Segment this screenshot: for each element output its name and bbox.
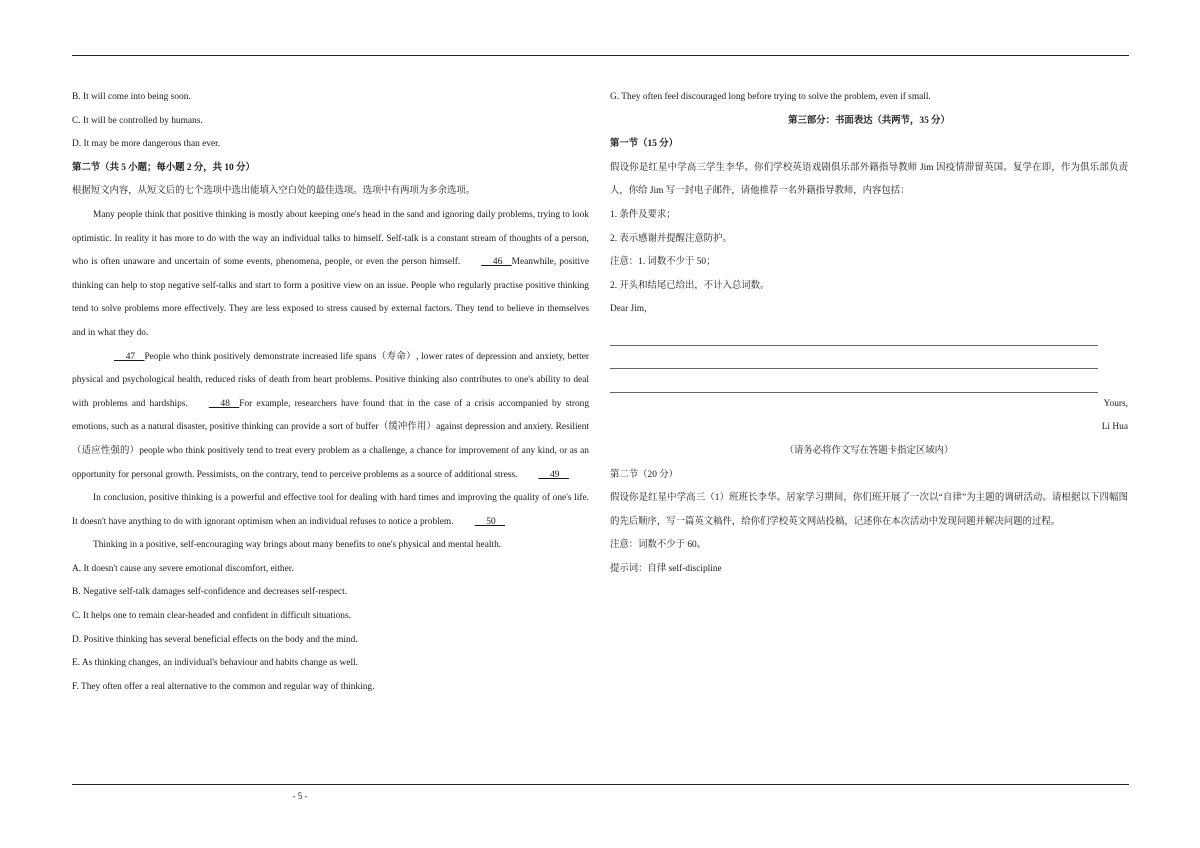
section1-heading: 第一节（15 分） <box>610 139 678 150</box>
section1-prompt: 假设你是红星中学高三学生李华。你们学校英语戏剧俱乐部外籍指导教师 Jim 因疫情滞留英国。复学在即，作为俱乐部负责人，你给 Jim 写一封电子邮件，请他推荐一名外籍指导教师，内容包括： <box>610 162 1128 197</box>
section2-heading: 第二节（20 分） <box>610 469 678 480</box>
letter-signature: Li Hua <box>1101 422 1128 433</box>
answer-sheet-reminder: （请务必将作文写在答题卡指定区域内） <box>784 445 954 456</box>
section2-note: 注意：词数不少于 60。 <box>610 540 707 551</box>
passage-paragraph-2: 47 People who think positively demonstrate increased life spans（寿命）, lower rates of depression and anxiety, better physical and psychological health, reduced risks of death from heart problems. Positive thinking also contributes to one's ability to deal with problems and hardships. 48 For example, researchers have found that in the case of a crisis accompanied by strong emotions, such as a natural disaster, positive thinking can provide a sort of buffer（缓冲作用）against depression and anxiety. Resilient（适应性强的）people who think positively tend to treat every problem as a challenge, a chance for improvement of any kind, or as an opportunity for personal growth. Pessimists, on the contrary, tend to perceive problems as a source of additional stress. 49 <box>72 346 589 488</box>
writing-line[interactable] <box>610 357 1098 369</box>
letter-closing: Yours, <box>1103 398 1128 409</box>
blank-50[interactable]: 50 <box>474 516 506 527</box>
blank-47[interactable]: 47 <box>114 351 145 362</box>
option-c: C. It helps one to remain clear-headed and confident in difficult situations. <box>72 611 351 622</box>
section2-heading: 第二节（共 5 小题；每小题 2 分，共 10 分） <box>72 162 255 173</box>
hint-words: 提示词：自律 self-discipline <box>610 563 722 574</box>
option-d: D. Positive thinking has several beneficial effects on the body and the mind. <box>72 634 358 645</box>
writing-line[interactable] <box>610 334 1098 346</box>
writing-line[interactable] <box>610 381 1098 393</box>
option-b: B. Negative self-talk damages self-confidence and decreases self-respect. <box>72 587 348 598</box>
right-column <box>610 86 1128 581</box>
option-d: D. It may be more dangerous than ever. <box>72 139 221 150</box>
option-c: C. It will be controlled by humans. <box>72 115 203 126</box>
option-g: G. They often feel discouraged long before trying to solve the problem, even if small. <box>610 92 931 102</box>
option-b: B. It will come into being soon. <box>72 92 191 102</box>
passage-paragraph-4: Thinking in a positive, self-encouraging way brings about many benefits to one's physical and mental health. <box>93 540 502 551</box>
letter-greeting: Dear Jim, <box>610 304 647 315</box>
option-a: A. It doesn't cause any severe emotional discomfort, either. <box>72 563 294 574</box>
option-e: E. As thinking changes, an individual's behaviour and habits change as well. <box>72 658 359 669</box>
section2-prompt: 假设你是红星中学高三（1）班班长李华。居家学习期间，你们班开展了一次以“自律”为主题的调研活动。请根据以下四幅图的先后顺序，写一篇英文稿件，给你们学校英文网站投稿，记述你在本次活动中发现问题并解决问题的过程。 <box>610 493 1128 527</box>
passage-paragraph-1: Many people think that positive thinking is mostly about keeping one's head in the sand and ignoring daily problems, trying to look optimistic. In reality it has more to do with the way an individual talks to himself. Self-talk is a constant stream of thoughts of a person, who is often unaware and uncertain of some events, phenomena, people, or even the person himself. 46 Meanwhile, positive thinking can help to stop negative self-talks and start to form a positive view on an issue. People who regularly practise positive thinking tend to solve problems more effectively. They are less exposed to stress caused by external factors. They tend to believe in themselves and in what they do. <box>72 209 589 338</box>
top-rule <box>72 55 1129 56</box>
bottom-rule <box>72 784 1129 785</box>
blank-46[interactable]: 46 <box>481 257 512 268</box>
section2-instructions: 根据短文内容，从短文后的七个选项中选出能填入空白处的最佳选项。选项中有两项为多余选项。 <box>72 186 476 197</box>
part3-heading: 第三部分：书面表达（共两节，35 分） <box>788 115 950 126</box>
left-column <box>72 86 589 699</box>
note-2: 2. 开头和结尾已给出，不计入总词数。 <box>610 280 770 291</box>
passage-paragraph-3: In conclusion, positive thinking is a powerful and effective tool for dealing with hard times and improving the quality of one's life. It doesn't have anything to do with ignorant optimism when an individual refuses to notice a problem. 50 <box>72 487 589 534</box>
blank-49[interactable]: 49 <box>538 469 569 480</box>
requirement-1: 1. 条件及要求； <box>610 209 676 220</box>
requirement-2: 2. 表示感谢并提醒注意防护。 <box>610 233 732 244</box>
page-number: - 5 - <box>292 791 308 801</box>
option-f: F. They often offer a real alternative to the common and regular way of thinking. <box>72 681 375 692</box>
blank-48[interactable]: 48 <box>208 398 240 409</box>
note-1: 注意：1. 词数不少于 50； <box>610 257 716 268</box>
